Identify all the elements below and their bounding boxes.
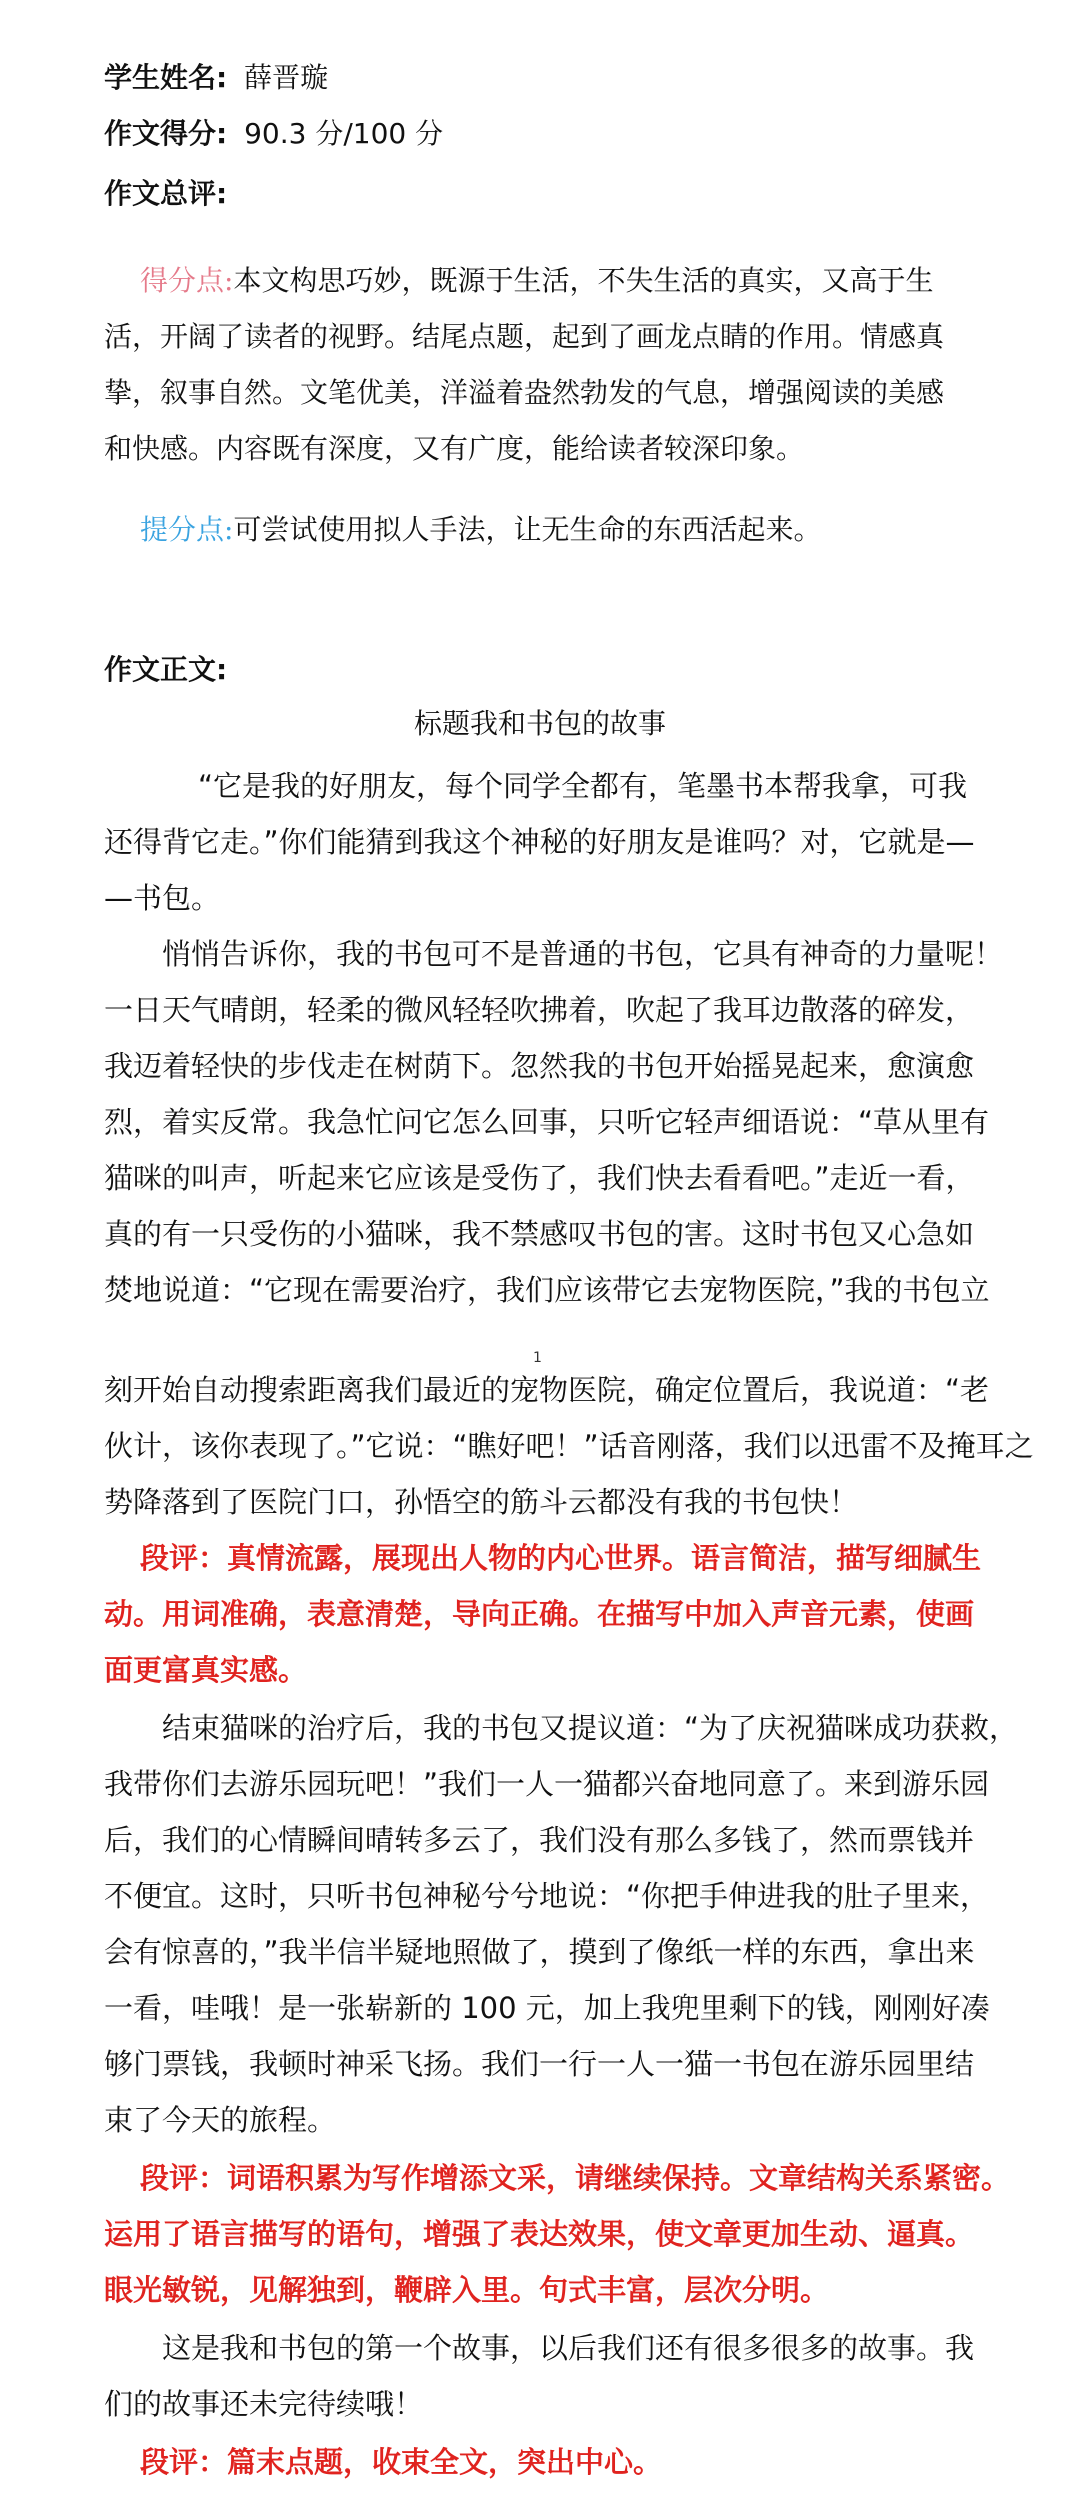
comment-line: 面更富真实感。 — [104, 1653, 308, 1687]
p4-line: 这是我和书包的第一个故事，以后我们还有很多很多的故事。我 — [162, 2331, 975, 2365]
comment-line: 眼光敏锐，见解独到，鞭辟入里。句式丰富，层次分明。 — [104, 2273, 830, 2307]
p2-line: 烈，着实反常。我急忙问它怎么回事，只听它轻声细语说：“草从里有 — [104, 1105, 990, 1139]
p2-line: 一日天气晴朗，轻柔的微风轻轻吹拂着，吹起了我耳边散落的碎发， — [104, 993, 975, 1027]
improve-label: 提分点: — [140, 513, 234, 546]
overall-label: 作文总评: — [104, 177, 228, 210]
p2b-line: 伙计，该你表现了。”它说：“瞧好吧！”话音刚落，我们以迅雷不及掩耳之 — [104, 1429, 1034, 1463]
improve-line: 提分点:可尝试使用拟人手法，让无生命的东西活起来。 — [140, 513, 822, 546]
p2b-line: 刻开始自动搜索距离我们最近的宠物医院，确定位置后，我说道：“老 — [104, 1373, 990, 1407]
p2b-line: 势降落到了医院门口，孙悟空的筋斗云都没有我的书包快！ — [104, 1485, 859, 1519]
student-name-label: 学生姓名: — [104, 61, 228, 94]
p3-line: 束了今天的旅程。 — [104, 2103, 337, 2137]
p4-line: 们的故事还未完待续哦！ — [104, 2387, 424, 2421]
score-row — [104, 114, 443, 154]
p3-line: 后，我们的心情瞬间晴转多云了，我们没有那么多钱了，然而票钱并 — [104, 1823, 975, 1857]
strengths-line-4: 和快感。内容既有深度，又有广度，能给读者较深印象。 — [104, 432, 805, 465]
p3-line: 会有惊喜的，”我半信半疑地照做了，摸到了像纸一样的东西，拿出来 — [104, 1935, 975, 1969]
p2-line: 真的有一只受伤的小猫咪，我不禁感叹书包的害。这时书包又心急如 — [104, 1217, 975, 1251]
p2-line: 焚地说道：“它现在需要治疗，我们应该带它去宠物医院，”我的书包立 — [104, 1273, 990, 1307]
strengths-line-3: 挚，叙事自然。文笔优美，洋溢着盎然勃发的气息，增强阅读的美感 — [104, 376, 945, 409]
essay-title: 标题我和书包的故事 — [413, 707, 666, 740]
score-label: 作文得分: — [104, 117, 228, 150]
p3-line: 够门票钱，我顿时神采飞扬。我们一行一人一猫一书包在游乐园里结 — [104, 2047, 975, 2081]
p2-line: 猫咪的叫声，听起来它应该是受伤了，我们快去看看吧。”走近一看， — [104, 1161, 975, 1195]
comment-line: 动。用词准确，表意清楚，导向正确。在描写中加入声音元素，使画 — [104, 1597, 975, 1631]
overall-label-row — [104, 174, 227, 214]
student-name-value: 薛晋璇 — [244, 61, 329, 94]
p3-line: 一看，哇哦！是一张崭新的 100 元，加上我兜里剩下的钱，刚刚好凑 — [104, 1991, 990, 2025]
p2-line: 我迈着轻快的步伐走在树荫下。忽然我的书包开始摇晃起来，愈演愈 — [104, 1049, 975, 1083]
essay-section-label-row — [104, 650, 227, 690]
comment-line: 运用了语言描写的语句，增强了表达效果，使文章更加生动、逼真。 — [104, 2217, 975, 2251]
essay-section-label: 作文正文: — [104, 653, 228, 686]
comment-line: 段评：词语积累为写作增添文采，请继续保持。文章结构关系紧密。 — [140, 2161, 1011, 2195]
p3-line: 我带你们去游乐园玩吧！”我们一人一猫都兴奋地同意了。来到游乐园 — [104, 1767, 990, 1801]
comment-line: 段评：真情流露，展现出人物的内心世界。语言简洁，描写细腻生 — [140, 1541, 982, 1575]
p1-line: “它是我的好朋友，每个同学全都有，笔墨书本帮我拿，可我 — [198, 769, 968, 803]
page-number: 1 — [533, 1350, 542, 1366]
strengths-line-1: 得分点:本文构思巧妙，既源于生活，不失生活的真实，又高于生 — [140, 264, 934, 297]
strengths-label: 得分点: — [140, 264, 234, 297]
p2-line: 悄悄告诉你，我的书包可不是普通的书包，它具有神奇的力量呢！ — [162, 937, 1004, 971]
strengths-line-2: 活，开阔了读者的视野。结尾点题，起到了画龙点睛的作用。情感真 — [104, 320, 945, 353]
p1-line: 还得背它走。”你们能猜到我这个神秘的好朋友是谁吗？对，它就是— — [104, 825, 975, 859]
p3-line: 结束猫咪的治疗后，我的书包又提议道：“为了庆祝猫咪成功获救， — [162, 1711, 1019, 1745]
p1-line: —书包。 — [104, 881, 221, 915]
p3-line: 不便宜。这时，只听书包神秘兮兮地说：“你把手伸进我的肚子里来， — [104, 1879, 990, 1913]
comment-line: 段评：篇末点题，收束全文，突出中心。 — [140, 2445, 663, 2479]
score-value: 90.3 分/100 分 — [244, 117, 444, 150]
student-name-row — [104, 58, 328, 98]
